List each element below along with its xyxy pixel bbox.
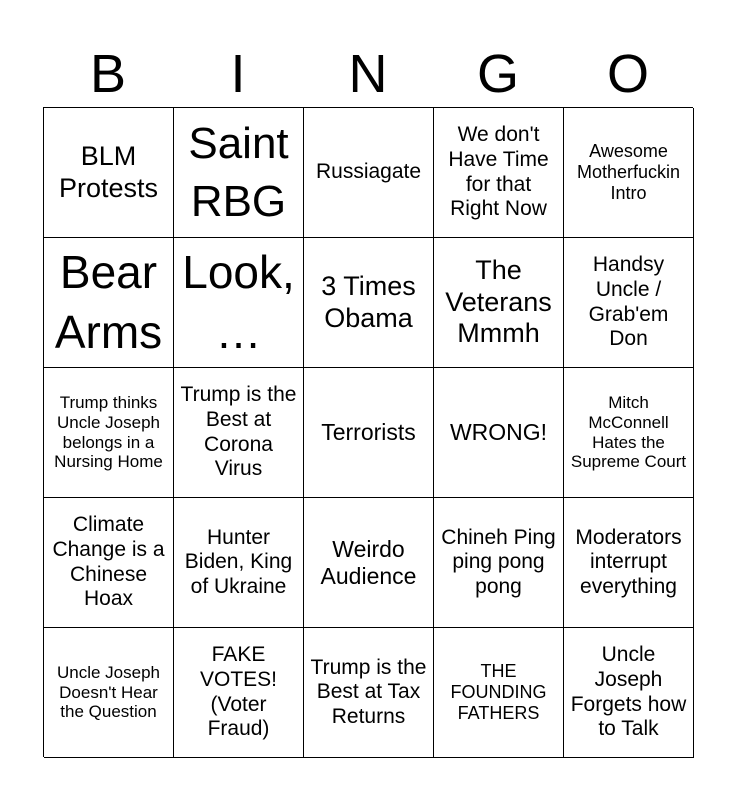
cell-text: Awesome Motherfuckin Intro (576, 140, 681, 204)
bingo-grid (43, 107, 693, 757)
cell-text: 3 Times Obama (321, 270, 416, 333)
cell-text: BLM Protests (58, 140, 159, 203)
cell-text: Moderators interrupt everything (575, 525, 682, 598)
cell-text: Uncle Joseph Doesn't Hear the Question (56, 662, 160, 722)
bingo-cell[interactable] (304, 108, 434, 238)
bingo-cell[interactable] (44, 498, 174, 628)
cell-text: Uncle Joseph Forgets how to Talk (570, 643, 687, 741)
bingo-cell[interactable] (44, 238, 174, 368)
cell-text: THE FOUNDING FATHERS (450, 660, 547, 724)
bingo-cell[interactable] (304, 238, 434, 368)
bingo-cell[interactable] (44, 628, 174, 758)
cell-text: The Veterans Mmmh (445, 255, 552, 349)
header-letter-n: N (348, 44, 388, 104)
cell-text: Saint RBG (188, 119, 289, 226)
cell-text: We don't Have Time for that Right Now (448, 123, 549, 221)
header-letter-o: O (606, 44, 649, 104)
bingo-cell[interactable] (564, 628, 694, 758)
bingo-cell[interactable] (44, 368, 174, 498)
bingo-cell[interactable] (44, 108, 174, 238)
cell-text: Trump is the Best at Tax Returns (310, 655, 427, 728)
header-letter-i: I (230, 44, 246, 104)
header-letter-b: B (89, 44, 127, 104)
bingo-cell[interactable] (304, 498, 434, 628)
cell-text: Bear Arms (54, 245, 163, 358)
cell-text: Trump thinks Uncle Joseph belongs in a Nursing Home (54, 392, 163, 472)
cell-text: Look, … (182, 245, 295, 358)
cell-text: Russiagate (315, 160, 422, 184)
bingo-cell[interactable] (564, 498, 694, 628)
bingo-cell[interactable] (564, 108, 694, 238)
bingo-cell[interactable] (434, 368, 564, 498)
bingo-cell[interactable] (434, 628, 564, 758)
cell-text: Terrorists (321, 419, 416, 446)
cell-text: WRONG! (449, 419, 548, 446)
cell-text: Mitch McConnell Hates the Supreme Court (570, 392, 687, 472)
cell-text: Weirdo Audience (320, 535, 417, 589)
bingo-cell[interactable] (434, 108, 564, 238)
bingo-cell[interactable] (174, 498, 304, 628)
cell-text: FAKE VOTES! (Voter Fraud) (199, 643, 278, 741)
bingo-cell[interactable] (174, 238, 304, 368)
cell-text: Handsy Uncle / Grab'em Don (588, 253, 669, 351)
bingo-cell[interactable] (434, 498, 564, 628)
bingo-cell[interactable] (174, 628, 304, 758)
header-letter-g: G (476, 44, 519, 104)
bingo-cell[interactable] (174, 368, 304, 498)
bingo-cell[interactable] (434, 238, 564, 368)
cell-text: Chineh Ping ping pong pong (441, 525, 556, 598)
cell-text: Trump is the Best at Corona Virus (180, 383, 297, 481)
bingo-cell[interactable] (304, 368, 434, 498)
bingo-cell[interactable] (564, 368, 694, 498)
bingo-cell[interactable] (564, 238, 694, 368)
bingo-cell[interactable] (174, 108, 304, 238)
cell-text: Hunter Biden, King of Ukraine (184, 525, 293, 598)
bingo-header (43, 40, 693, 108)
cell-text: Climate Change is a Chinese Hoax (52, 513, 165, 611)
bingo-cell[interactable] (304, 628, 434, 758)
